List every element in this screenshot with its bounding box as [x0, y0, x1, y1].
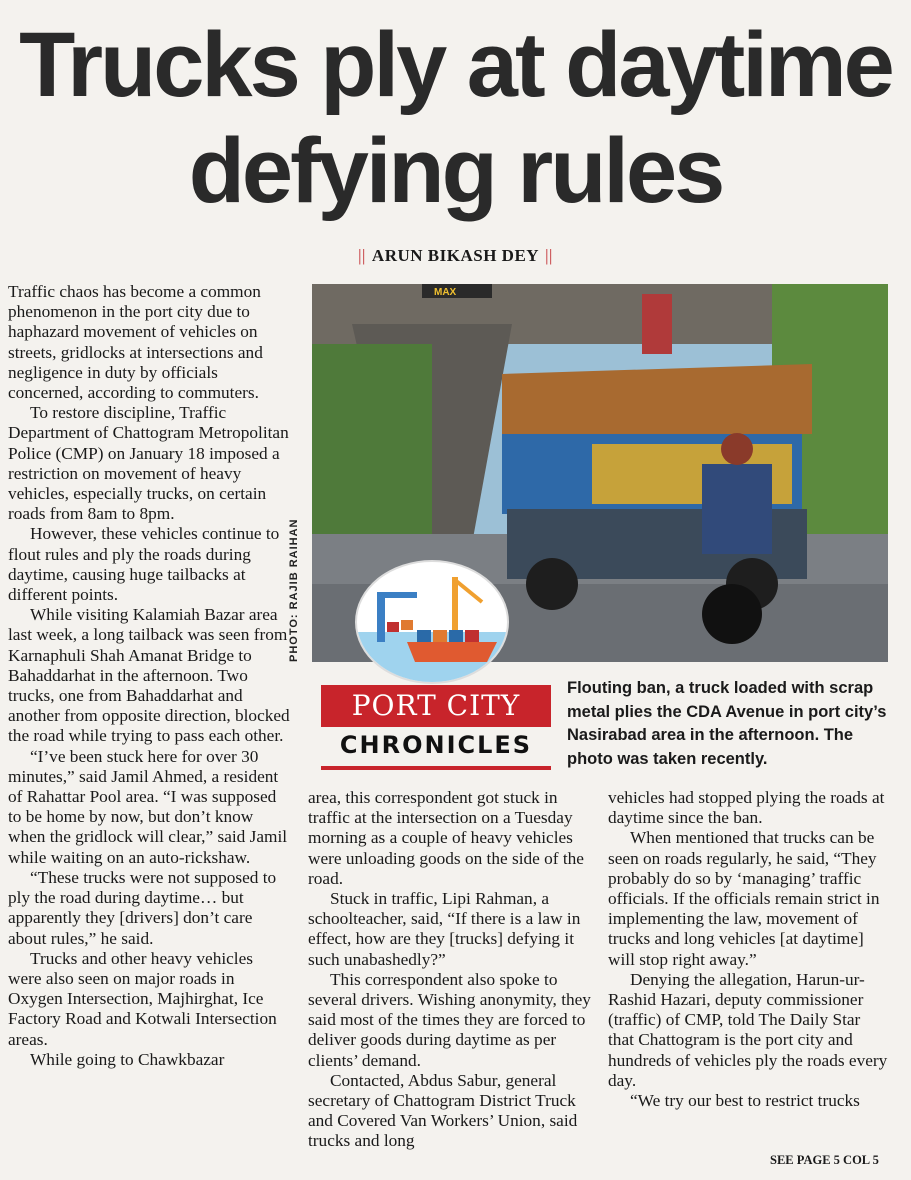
byline: [0, 246, 911, 266]
paragraph: When mentioned that trucks can be seen on roads regularly, he said, “They probably do so by ‘managing’ traffic officials. If the officials remain strict in implementing the law, movement of trucks and long vehicles [at daytime] will stop right away.”: [608, 828, 880, 969]
byline-bars-right: ||: [545, 246, 553, 265]
paragraph: Stuck in traffic, Lipi Rahman, a schoolteacher, said, “If there is a law in effect, how are they [trucks] defying it such unabashedly?”: [308, 889, 581, 969]
headline: [0, 12, 911, 224]
continuation-jump[interactable]: SEE PAGE 5 COL 5: [770, 1153, 879, 1167]
billboard-text: MAX: [434, 287, 457, 298]
section-logo: [315, 560, 555, 775]
article-column-2: [308, 788, 598, 1152]
paragraph: Trucks and other heavy vehicles were also seen on major roads in Oxygen Intersection, Majhirghat, Ice Factory Road and Kotwali Intersection areas.: [8, 948, 277, 1049]
port-illustration: [355, 560, 509, 684]
paragraph: Traffic chaos has become a common phenomenon in the port city due to haphazard movement of vehicles on streets, gridlocks at intersections and negligence in duty by officials concerned, according to commuters.: [8, 282, 263, 403]
paragraph: vehicles had stopped plying the roads at daytime since the ban.: [608, 788, 885, 828]
paragraph: “We try our best to restrict trucks: [630, 1091, 860, 1111]
byline-bars-left: ||: [358, 246, 366, 265]
section-logo-subtitle: CHRONICLES: [339, 731, 533, 759]
byline-author: ARUN BIKASH DEY: [371, 246, 540, 265]
section-logo-title: PORT CITY: [321, 685, 551, 727]
paragraph: “I’ve been stuck here for over 30 minutes,” said Jamil Ahmed, a resident of Rahattar Pool area. “I was supposed to be home by now, but don’t know when the gridlock will clear,” said Jamil while waiting on an auto-rickshaw.: [8, 746, 288, 867]
paragraph: To restore discipline, Traffic Department of Chattogram Metropolitan Police (CMP) on January 18 imposed a restriction on movement of heavy vehicles, especially trucks, on certain roads from 8am to 8pm.: [8, 403, 289, 524]
paragraph: area, this correspondent got stuck in traffic at the intersection on a Tuesday morning as a couple of heavy vehicles were unloading goods on the side of the road.: [308, 788, 584, 888]
paragraph: While visiting Kalamiah Bazar area last week, a long tailback was seen from Karnaphuli Shah Amanat Bridge to Bahaddarhat in the afternoon. Two trucks, one from Bahaddarhat and another from opposite direction, blocked the road while trying to pass each other.: [8, 605, 290, 746]
headline-line-1: Trucks ply at daytime: [19, 14, 892, 116]
photo-caption: Flouting ban, a truck loaded with scrap metal plies the CDA Avenue in port city’s Nasirabad area in the afternoon. The photo was taken recently.: [567, 679, 887, 768]
paragraph: This correspondent also spoke to several drivers. Wishing anonymity, they said most of the times they are forced to deliver goods during daytime as per clients’ demand.: [308, 969, 591, 1070]
paragraph: Denying the allegation, Harun-ur-Rashid Hazari, deputy commissioner (traffic) of CMP, told The Daily Star that Chattogram is the port city and hundreds of vehicles ply the roads every day.: [608, 969, 888, 1090]
paragraph: Contacted, Abdus Sabur, general secretary of Chattogram District Truck and Covered Van Workers’ Union, said trucks and long: [308, 1070, 578, 1151]
paragraph: However, these vehicles continue to flout rules and ply the roads during daytime, causing huge tailbacks at different points.: [8, 524, 280, 605]
paragraph: While going to Chawkbazar: [30, 1049, 225, 1069]
article-column-1: [8, 282, 290, 1070]
section-logo-rule: [321, 766, 551, 770]
paragraph: “These trucks were not supposed to ply the road during daytime… but apparently they [drivers] don’t care about rules,” he said.: [8, 867, 277, 948]
headline-line-2: defying rules: [188, 120, 723, 222]
article-column-3: [608, 788, 890, 1111]
